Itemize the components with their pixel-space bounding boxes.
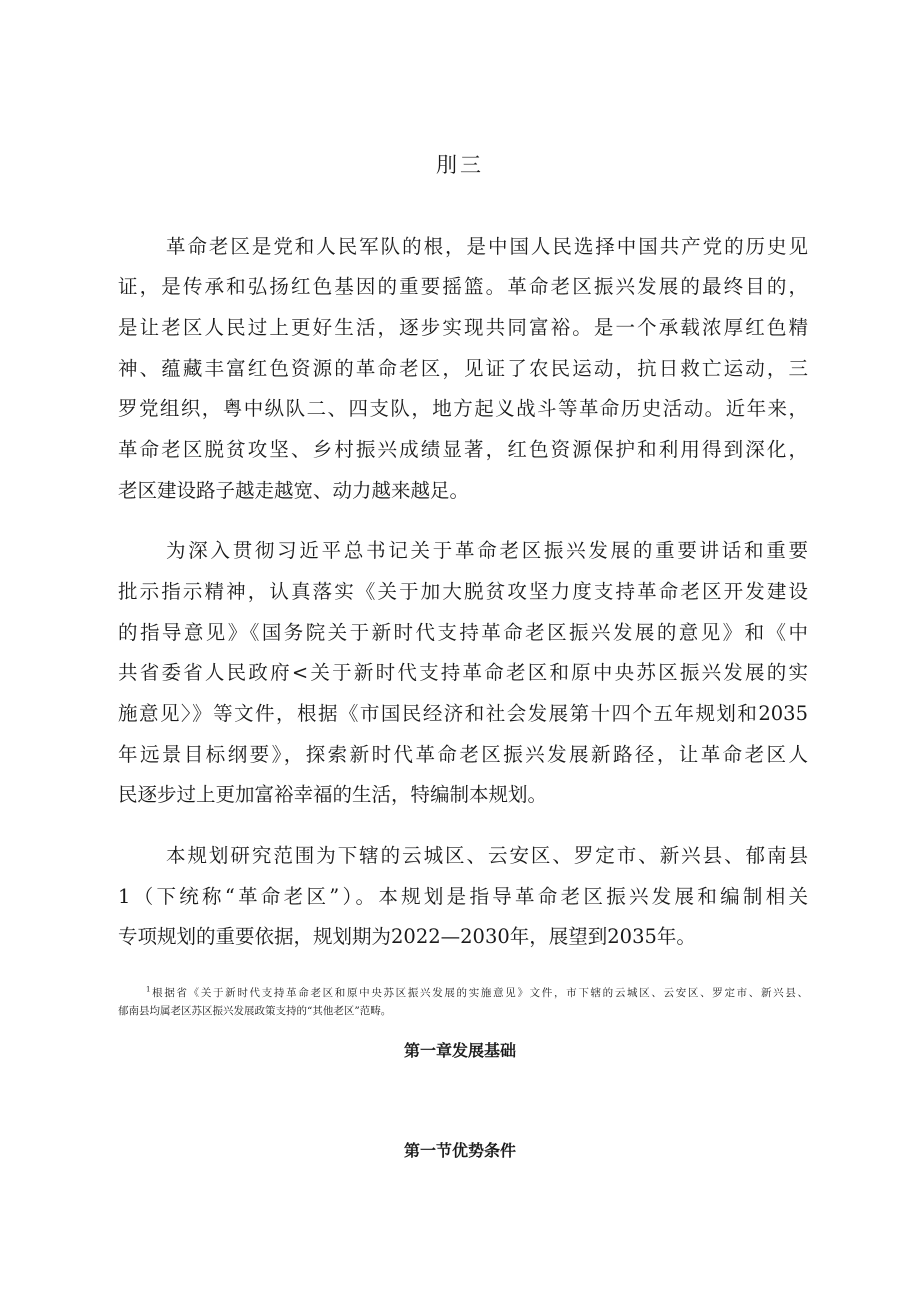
paragraph-2-line-4: 共省委省人民政府<关于新时代支持革命老区和原中央苏区振兴发展的实 [118,661,808,684]
paragraph-2-line-7: 民逐步过上更加富裕幸福的生活，特编制本规划。 [118,783,548,806]
paragraph-3-line-1: 本规划研究范围为下辖的云城区、云安区、罗定市、新兴县、郁南县 [166,844,808,867]
footnote-marker: 1 [146,985,151,994]
paragraph-1-line-1: 革命老区是党和人民军队的根，是中国人民选择中国共产党的历史见 [166,235,808,258]
paragraph-2-line-5: 施意见〉》等文件，根据《市国民经济和社会发展第十四个五年规划和2035 [118,702,808,725]
paragraph-2-line-1: 为深入贯彻习近平总书记关于革命老区振兴发展的重要讲话和重要 [166,539,808,562]
paragraph-1-line-4: 神、蕴藏丰富红色资源的革命老区，见证了农民运动，抗日救亡运动，三 [118,357,808,380]
section-title: 第一节优势条件 [403,1141,516,1160]
footnote-line-2: 郁南县均属老区苏区振兴发展政策支持的“其他老区”范畴。 [118,1005,392,1017]
paragraph-3-line-3: 专项规划的重要依据，规划期为2022—2030年，展望到2035年。 [118,925,696,948]
paragraph-1-line-7: 老区建设路子越走越宽、动力越来越足。 [118,479,470,502]
paragraph-2-line-2: 批示指示精神，认真落实《关于加大脱贫攻坚力度支持革命老区开发建设 [118,580,808,603]
paragraph-2-line-3: 的指导意见》《国务院关于新时代支持革命老区振兴发展的意见》和《中 [118,621,808,644]
chapter-title: 第一章发展基础 [403,1041,516,1060]
paragraph-1-line-3: 是让老区人民过上更好生活，逐步实现共同富裕。是一个承载浓厚红色精 [118,316,808,339]
paragraph-2-line-6: 年远景目标纲要》，探索新时代革命老区振兴发展新路径，让革命老区人 [118,743,808,766]
paragraph-1-line-6: 革命老区脱贫攻坚、乡村振兴成绩显著，红色资源保护和利用得到深化， [118,438,808,461]
preface-title: 刖三 [436,153,484,177]
paragraph-1-line-2: 证，是传承和弘扬红色基因的重要摇篮。革命老区振兴发展的最终目的， [118,275,808,298]
footnote-text-1: 根据省《关于新时代支持革命老区和原中央苏区振兴发展的实施意见》文件，市下辖的云城区、云安区、罗定市、新兴县、 [150,987,808,999]
paragraph-3-line-2: 1（下统称“革命老区”）。本规划是指导革命老区振兴发展和编制相关 [118,885,808,908]
footnote-line-1 [146,985,808,1001]
paragraph-1-line-5: 罗党组织，粤中纵队二、四支队，地方起义战斗等革命历史活动。近年来， [118,397,808,420]
